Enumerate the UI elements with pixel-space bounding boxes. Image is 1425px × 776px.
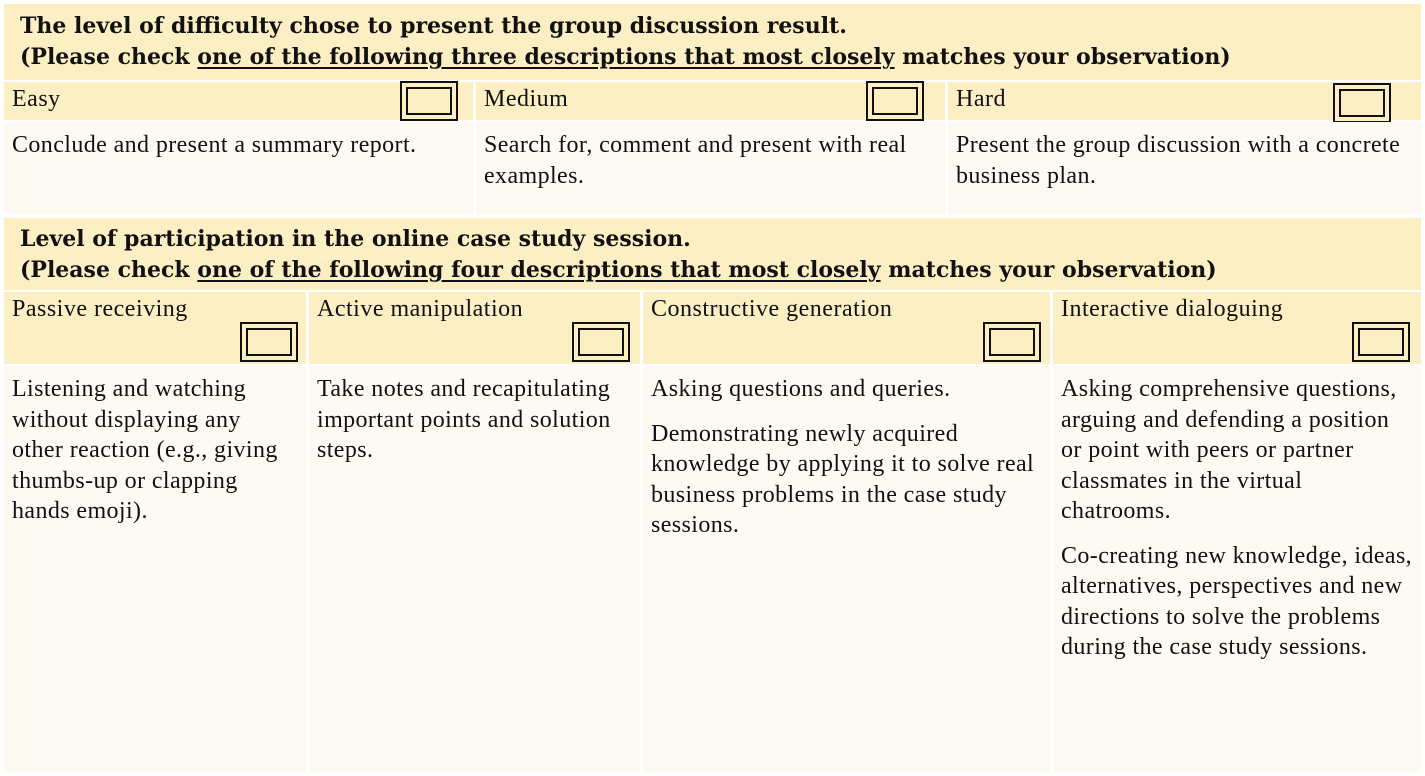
hard-description-cell (948, 122, 1421, 214)
section1-instruction-prefix: (Please check (20, 44, 198, 70)
interactive-checkbox[interactable] (1352, 322, 1410, 362)
active-checkbox[interactable] (572, 322, 630, 362)
section2-title: Level of participation in the online case study session. (20, 226, 691, 252)
option-interactive-label: Interactive dialoguing (1061, 296, 1284, 322)
option-medium-label: Medium (484, 86, 569, 112)
section2-header (4, 218, 1421, 290)
option-easy-label: Easy (12, 86, 61, 112)
hard-checkbox[interactable] (1333, 83, 1391, 123)
constructive-description-2: Demonstrating newly acquired knowledge by applying it to solve real business problems in the case study sessions. (651, 420, 1035, 538)
section1-instruction (20, 42, 1421, 73)
section2-instruction-underlined: one of the following four descriptions that most closely (197, 257, 881, 283)
section1-title: The level of difficulty chose to present the group discussion result. (20, 13, 847, 39)
medium-description: Search for, comment and present with real examples. (484, 132, 907, 189)
section1-instruction-suffix: matches your observation) (894, 44, 1231, 70)
option-constructive-label: Constructive generation (651, 296, 893, 322)
section1-header (4, 4, 1421, 80)
option-active-label: Active manipulation (317, 296, 524, 322)
active-description: Take notes and recapitulating important points and solution steps. (317, 376, 611, 463)
option-passive-label: Passive receiving (12, 296, 188, 322)
medium-checkbox[interactable] (866, 81, 924, 121)
medium-description-cell (476, 122, 945, 214)
constructive-description-cell (643, 366, 1050, 772)
easy-checkbox[interactable] (400, 81, 458, 121)
section2-instruction-suffix: matches your observation) (880, 257, 1217, 283)
constructive-checkbox[interactable] (983, 322, 1041, 362)
interactive-description-cell (1053, 366, 1421, 772)
interactive-description-1: Asking comprehensive questions, arguing and defending a position or point with peers or partner classmates in the virtual chatrooms. (1061, 376, 1397, 524)
option-hard-label: Hard (956, 86, 1006, 112)
easy-description-cell (4, 122, 473, 214)
section2-instruction-prefix: (Please check (20, 257, 198, 283)
active-description-cell (309, 366, 640, 772)
passive-description-cell (4, 366, 306, 772)
section2-instruction (20, 255, 1421, 286)
constructive-description-1: Asking questions and queries. (651, 376, 951, 402)
passive-checkbox[interactable] (240, 322, 298, 362)
hard-description: Present the group discussion with a concrete business plan. (956, 132, 1401, 189)
passive-description: Listening and watching without displaying any other reaction (e.g., giving thumbs-up or clapping hands emoji). (12, 376, 278, 524)
easy-description: Conclude and present a summary report. (12, 132, 417, 158)
interactive-description-2: Co-creating new knowledge, ideas, alternatives, perspectives and new directions to solve the problems during the case study sessions. (1061, 542, 1413, 660)
section1-instruction-underlined: one of the following three descriptions that most closely (197, 44, 895, 70)
